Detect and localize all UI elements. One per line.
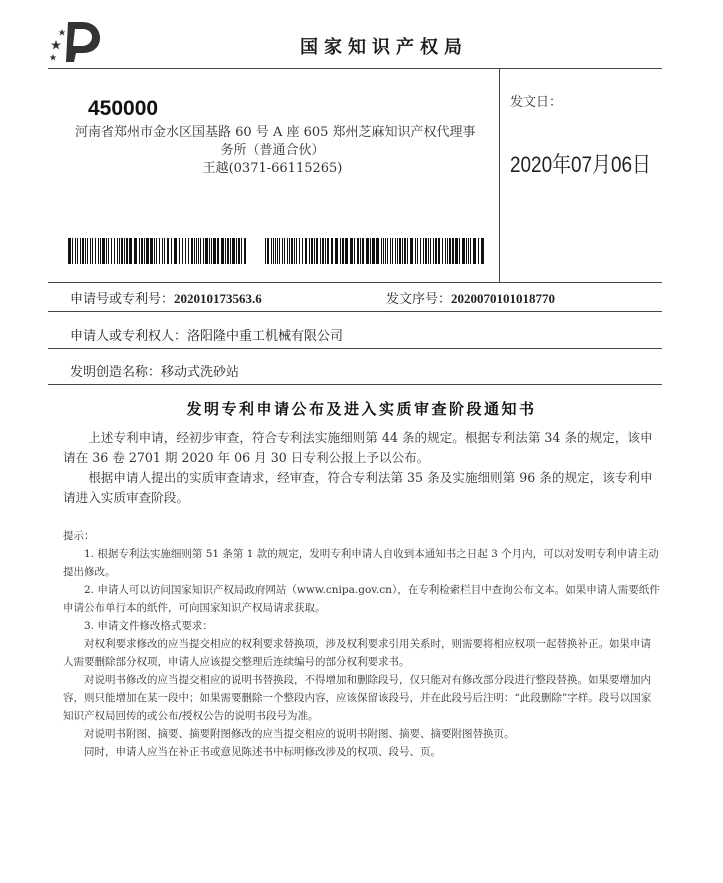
barcode-bar — [302, 238, 303, 264]
barcode-bar — [415, 238, 416, 264]
barcode-bar — [227, 238, 229, 264]
barcode-bar — [236, 238, 237, 264]
barcode-bar — [438, 238, 440, 264]
fields-rule-1 — [48, 311, 662, 312]
application-number — [70, 288, 262, 307]
barcode-bar — [205, 238, 208, 264]
header-rule — [48, 68, 662, 69]
barcode-bar — [423, 238, 424, 264]
barcode-bar — [387, 238, 388, 264]
date-column-divider — [499, 68, 500, 282]
barcode-bar — [141, 238, 143, 264]
barcode-bar — [191, 238, 193, 264]
note-item-2: 2. 申请人可以访问国家知识产权局政府网站（www.cnipa.gov.cn），在专利检索栏目中查询公布文本。如果申请人需要纸件申请公布单行本的纸件，可向国家知识产权局请求获取。 — [63, 584, 660, 614]
barcode-bar — [271, 238, 272, 264]
notice-title: 发明专利申请公布及进入实质审查阶段通知书 — [186, 400, 537, 418]
barcode-bar — [77, 238, 78, 264]
note-item-3d: 同时，申请人应当在补正书或意见陈述书中标明修改涉及的权项、段号、页。 — [84, 746, 441, 758]
barcode-bar — [335, 238, 338, 264]
address-line-1: 河南省郑州市金水区国基路 60 号 A 座 605 郑州芝麻知识产权代理事 — [75, 125, 476, 140]
barcode-bar — [108, 238, 109, 264]
star-icon — [59, 29, 66, 36]
barcode-bar — [102, 238, 105, 264]
barcode-bar — [366, 238, 369, 264]
barcode-bar — [428, 238, 429, 264]
serial-number-value: 2020070101018770 — [451, 291, 556, 306]
barcode-bar — [171, 238, 172, 264]
notes-heading: 提示： — [63, 530, 95, 542]
postcode: 450000 — [88, 97, 159, 120]
barcode-bar — [85, 238, 86, 264]
notice-paragraph-2: 根据申请人提出的实质审查请求，经审查，符合专利法第 35 条及实施细则第 96 条的规定，该专利申请进入实质审查阶段。 — [63, 470, 653, 505]
emblem-p-icon — [66, 22, 100, 62]
barcode-bar — [289, 238, 290, 264]
barcode-bar — [87, 238, 88, 264]
barcode-bar — [316, 238, 318, 264]
fields-rule-3 — [48, 384, 662, 385]
invention-name — [70, 361, 239, 380]
barcode-bar — [156, 238, 157, 264]
note-item-3b: 对说明书修改的应当提交相应的说明书替换段，不得增加和删除段号，仅只能对有修改部分段进行整段替换。如果要增加内容，则只能增加在某一段中；如果需要删除一个整段内容，应该保留该段号，并在此段号后注明：“此段删除”字样。段号以国家知识产权局回传的或公布/授权公告的说明书段号为准。 — [63, 674, 652, 722]
barcode-bar — [305, 238, 307, 264]
star-icon — [50, 54, 57, 61]
barcode-bar — [217, 238, 219, 264]
barcode-bar — [182, 238, 183, 264]
barcode-bar — [433, 238, 434, 264]
serial-number — [386, 288, 555, 307]
barcode-bar — [279, 238, 280, 264]
barcode-bar — [167, 238, 169, 264]
barcode-bar — [114, 238, 115, 264]
invention-value: 移动式洗砂站 — [161, 365, 240, 380]
barcode-bar — [200, 238, 201, 264]
barcode-bar — [430, 238, 431, 264]
barcode-bar — [95, 238, 96, 264]
barcode-bar — [462, 238, 465, 264]
serial-number-label: 发文序号： — [386, 292, 452, 307]
barcode-bar — [296, 238, 297, 264]
barcode-bar — [213, 238, 216, 264]
barcode-bar — [397, 238, 398, 264]
barcode-bar — [150, 238, 153, 264]
barcode-bar — [124, 238, 125, 264]
barcode-bar — [146, 238, 149, 264]
barcode-bar — [119, 238, 120, 264]
applicant-value: 洛阳隆中重工机械有限公司 — [187, 329, 344, 344]
barcode-bar — [449, 238, 451, 264]
barcode-bar — [75, 238, 76, 264]
note-item-3a: 对权利要求修改的应当提交相应的权利要求替换项，涉及权利要求引用关系时，则需要将相应权项一起替换补正。如果申请人需要删除部分权项，申请人应该提交整理后连续编号的部分权利要求书。 — [63, 638, 651, 668]
barcode-bar — [417, 238, 418, 264]
barcode-bar — [188, 238, 189, 264]
fields-top-rule — [48, 282, 662, 283]
barcode-bar — [282, 238, 283, 264]
barcode-bar — [225, 238, 226, 264]
barcode-bar — [357, 238, 359, 264]
barcode-bar — [174, 238, 177, 264]
cnipa-logo — [44, 16, 108, 64]
notes-section — [63, 527, 660, 761]
note-item-3: 3. 申请文件修改格式要求： — [84, 620, 213, 632]
barcode-bar — [385, 238, 386, 264]
barcode-bar — [478, 238, 479, 264]
barcode-bar — [139, 238, 140, 264]
notice-body — [63, 428, 660, 508]
barcode-bar — [299, 238, 300, 264]
barcode-bar — [311, 238, 313, 264]
barcode-bar — [360, 238, 361, 264]
barcode-bar — [72, 238, 73, 264]
barcode-bar — [370, 238, 371, 264]
barcode-bar — [241, 238, 242, 264]
fields-rule-2 — [48, 348, 662, 349]
barcode-bar — [194, 238, 195, 264]
barcode-bar — [98, 238, 99, 264]
barcode-bar — [144, 238, 145, 264]
barcode-bar — [395, 238, 396, 264]
barcode-bar — [325, 238, 326, 264]
barcode-bar — [468, 238, 469, 264]
contact-line: 王越(0371-66115265) — [202, 161, 343, 176]
barcode-bar — [129, 238, 132, 264]
barcode-bar — [198, 238, 199, 264]
barcode-bar — [179, 238, 180, 264]
barcode-bar — [322, 238, 324, 264]
barcode-bar — [410, 238, 413, 264]
barcode-bar — [354, 238, 355, 264]
barcode-bar — [309, 238, 310, 264]
barcode-bar — [117, 238, 118, 264]
barcode-bar — [404, 238, 406, 264]
notice-paragraph-1: 上述专利申请，经初步审查，符合专利法实施细则第 44 条的规定。根据专利法第 34 条的规定，该申请在 36 卷 2701 期 2020 年 06 月 30 日专利公报上予以公布。 — [63, 430, 653, 465]
applicant — [70, 325, 343, 344]
barcode-bar — [294, 238, 295, 264]
barcode-bar — [90, 238, 91, 264]
barcode-bar — [459, 238, 460, 264]
barcode-bar — [399, 238, 401, 264]
barcode-bar — [442, 238, 443, 264]
barcode-right — [265, 238, 485, 264]
application-number-value: 202010173563.6 — [174, 291, 262, 306]
barcode-bar — [92, 238, 93, 264]
barcode-bar — [481, 238, 484, 264]
barcode-bar — [159, 238, 160, 264]
applicant-label: 申请人或专利权人： — [70, 329, 188, 344]
barcode-bar — [277, 238, 278, 264]
barcode-bar — [291, 238, 293, 264]
star-icon — [51, 40, 61, 49]
barcode-bar — [402, 238, 403, 264]
barcode-bar — [383, 238, 384, 264]
barcode-bar — [185, 238, 186, 264]
issue-date: 2020年07月06日 — [510, 152, 651, 177]
barcode-bar — [203, 238, 204, 264]
barcode-bar — [273, 238, 274, 264]
barcode-bar — [381, 238, 382, 264]
barcode-bar — [162, 238, 163, 264]
barcode-bar — [164, 238, 165, 264]
barcode-bar — [82, 238, 84, 264]
barcode-bar — [244, 238, 246, 264]
barcode-bar — [362, 238, 364, 264]
barcode-bar — [342, 238, 344, 264]
barcode-bar — [68, 238, 71, 264]
note-item-1: 1. 根据专利法实施细则第 51 条第 1 款的规定，发明专利申请人自收到本通知书之日起 3 个月内，可以对发明专利申请主动提出修改。 — [63, 548, 659, 578]
barcode-bar — [232, 238, 235, 264]
barcode-bar — [196, 238, 197, 264]
office-name: 国家知识产权局 — [300, 37, 468, 58]
barcode-bar — [425, 238, 427, 264]
barcode-bar — [267, 238, 269, 264]
barcode-bar — [221, 238, 224, 264]
barcode-bar — [470, 238, 471, 264]
barcode-left — [68, 238, 248, 264]
barcode-bar — [445, 238, 446, 264]
barcode-bar — [134, 238, 137, 264]
barcode-bar — [345, 238, 348, 264]
barcode-bar — [420, 238, 421, 264]
barcode-bar — [455, 238, 458, 264]
application-number-label: 申请号或专利号： — [70, 292, 175, 307]
barcode-bar — [154, 238, 155, 264]
barcode-bar — [320, 238, 321, 264]
barcode-bar — [126, 238, 128, 264]
barcode-bar — [392, 238, 393, 264]
barcode-bar — [435, 238, 437, 264]
invention-label: 发明创造名称： — [70, 365, 162, 380]
date-label: 发文日： — [510, 95, 563, 110]
barcode-bar — [314, 238, 315, 264]
barcode-bar — [452, 238, 454, 264]
barcode-bar — [211, 238, 212, 264]
barcode-bar — [275, 238, 276, 264]
barcode-bar — [466, 238, 467, 264]
barcode-bar — [80, 238, 81, 264]
barcode-bar — [209, 238, 210, 264]
barcode-bar — [372, 238, 375, 264]
barcode-bar — [265, 238, 266, 264]
barcode-bar — [331, 238, 333, 264]
note-item-3c: 对说明书附图、摘要、摘要附图修改的应当提交相应的说明书附图、摘要、摘要附图替换页。 — [84, 728, 515, 740]
recipient-address — [75, 124, 476, 178]
barcode-bar — [230, 238, 231, 264]
barcode-bar — [376, 238, 379, 264]
barcode-bar — [287, 238, 288, 264]
barcode-bar — [238, 238, 240, 264]
address-line-2: 务所（普通合伙） — [220, 143, 325, 158]
barcode-bar — [106, 238, 107, 264]
barcode-bar — [121, 238, 123, 264]
barcode-bar — [407, 238, 408, 264]
barcode-bar — [100, 238, 101, 264]
barcode-bar — [473, 238, 476, 264]
barcode-bar — [284, 238, 285, 264]
barcode-bar — [447, 238, 448, 264]
barcode-bar — [340, 238, 341, 264]
barcode-bar — [390, 238, 391, 264]
barcode-bar — [327, 238, 329, 264]
barcode-bar — [111, 238, 112, 264]
barcode-bar — [350, 238, 353, 264]
